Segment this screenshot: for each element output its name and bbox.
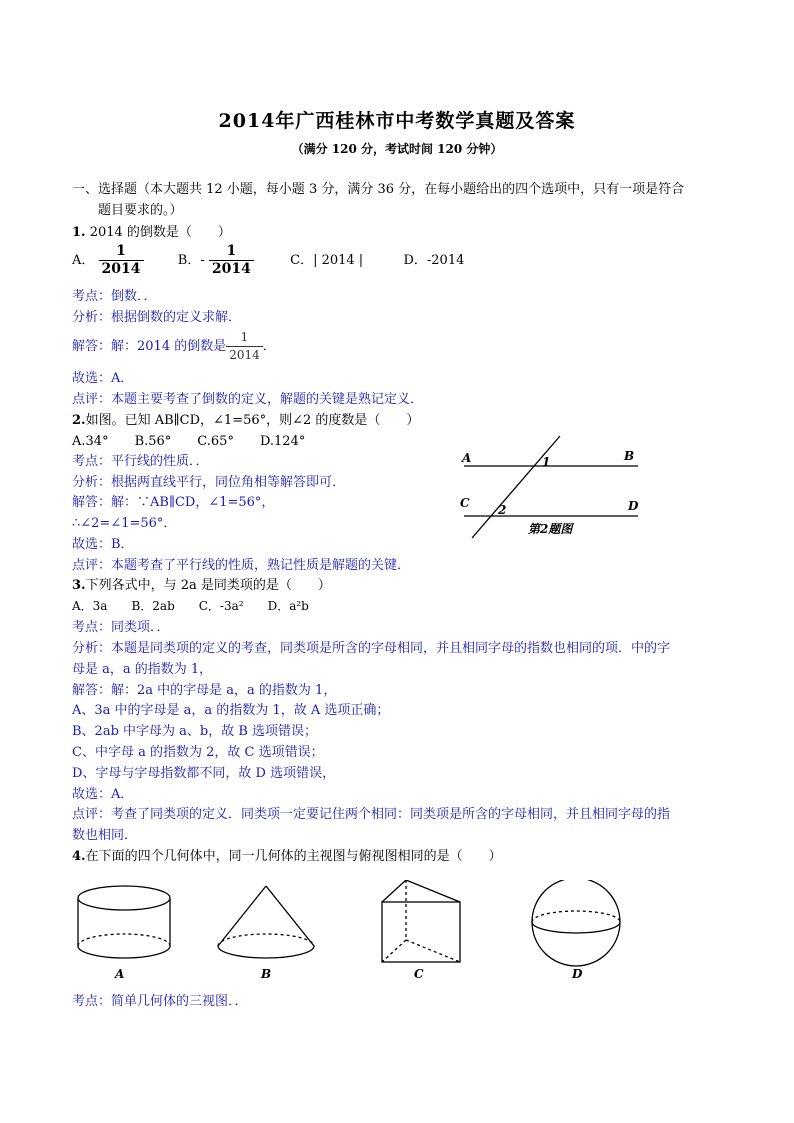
q3-fenxi-2: 母是 a，a 的指数为 1， <box>72 662 213 677</box>
q1-option-a-denominator: 2014 <box>101 261 141 277</box>
q2-options: A.34° B.56° C.65° D.124° <box>72 434 306 449</box>
q1-dianping: 点评：本题主要考查了倒数的定义，解题的关键是熟记定义． <box>72 392 424 407</box>
q2-fenxi: 分析：根据两直线平行，同位角相等解答即可． <box>72 475 346 490</box>
solid-label-d: D <box>572 967 583 981</box>
q1-option-d: D．-2014 <box>403 253 465 268</box>
q3-line-a: A、3a 中的字母是 a，a 的指数为 1，故 A 选项正确； <box>72 703 390 718</box>
q3-dianping-1: 点评：考查了同类项的定义．同类项一定要记住两个相同：同类项是所含的字母相同，并且相同字母的指 <box>72 807 671 822</box>
q2-number: 2. <box>72 413 86 428</box>
figure-label-b: B <box>624 449 635 463</box>
q3-dianping-2: 数也相同． <box>72 828 138 843</box>
q1-jieda-denominator: 2014 <box>229 348 260 362</box>
q1-options <box>72 243 464 283</box>
solids-diagram <box>70 880 630 985</box>
q1-option-a-numerator: 1 <box>99 243 144 261</box>
q4-kaodian: 考点：简单几何体的三视图．． <box>72 994 248 1009</box>
q4-solids-figure <box>70 880 630 985</box>
q2-text: 如图。已知 AB∥CD，∠1=56°，则∠2 的度数是（ ） <box>85 413 420 428</box>
q1-jieda-text: 解答：解：2014 的倒数是 <box>72 339 227 354</box>
q3-stem <box>72 577 331 594</box>
q3-kaodian: 考点：同类项．． <box>72 620 170 635</box>
solid-label-a: A <box>115 967 125 981</box>
section-heading-cont: 题目要求的。） <box>98 203 183 218</box>
section-heading: 一、选择题（本大题共 12 小题，每小题 3 分，满分 36 分，在每小题给出的四个选项中，只有一项是符合 <box>72 182 685 197</box>
solid-label-c: C <box>414 967 424 981</box>
q1-option-b-fraction <box>209 243 254 278</box>
q1-jieda-fraction <box>226 329 263 364</box>
q3-options: A．3a B．2ab C．-3a² D．a²b <box>72 599 309 613</box>
figure-label-a: A <box>462 451 472 465</box>
q3-line-b: B、2ab 中字母为 a、b，故 B 选项错误； <box>72 724 318 739</box>
page-title: 2014年广西桂林市中考数学真题及答案 <box>218 110 576 132</box>
q1-option-a-label: A． <box>72 253 95 268</box>
q1-kaodian: 考点：倒数．． <box>72 289 157 304</box>
q1-text: 2014 的倒数是（ ） <box>85 225 231 240</box>
q2-jieda-1: 解答：解：∵AB∥CD，∠1=56°， <box>72 495 275 510</box>
q3-line-c: C、中字母 a 的指数为 2，故 C 选项错误； <box>72 745 324 760</box>
q4-number: 4. <box>72 849 86 864</box>
q3-number: 3. <box>72 578 86 593</box>
q1-option-c: C．| 2014 | <box>290 253 364 268</box>
figure-label-angle-2: 2 <box>498 503 507 517</box>
q1-number: 1. <box>72 225 86 240</box>
q1-option-a-fraction <box>99 243 144 278</box>
sphere-shape <box>532 880 620 966</box>
q4-text: 在下面的四个几何体中，同一几何体的主视图与俯视图相同的是（ ） <box>85 849 502 864</box>
prism-shape <box>382 880 460 962</box>
q1-jieda-end: ． <box>262 339 276 354</box>
figure-label-d: D <box>628 499 639 513</box>
q1-fenxi: 分析：根据倒数的定义求解． <box>72 310 242 325</box>
q3-jieda: 解答：解：2a 中的字母是 a，a 的指数为 1， <box>72 683 337 698</box>
q2-parallel-lines-figure <box>456 430 646 540</box>
solid-label-b: B <box>261 967 272 981</box>
page-subtitle: （满分 120 分，考试时间 120 分钟） <box>291 142 503 156</box>
q1-option-b-denominator: 2014 <box>211 261 251 277</box>
figure-label-c: C <box>460 496 470 510</box>
q2-stem <box>72 412 419 429</box>
q3-fenxi-1: 分析：本题是同类项的定义的考查，同类项是所含的字母相同，并且相同字母的指数也相同的项．中的字 <box>72 641 671 656</box>
figure-label-angle-1: 1 <box>542 455 551 469</box>
q1-option-b-label: B．- <box>177 253 205 268</box>
q1-option-b-numerator: 1 <box>209 243 254 261</box>
q3-text: 下列各式中，与 2a 是同类项的是（ ） <box>85 578 331 593</box>
q4-stem <box>72 848 502 865</box>
q2-kaodian: 考点：平行线的性质．． <box>72 454 209 469</box>
q1-stem <box>72 224 231 241</box>
q2-guxuan: 故选：B． <box>72 537 134 552</box>
q3-guxuan: 故选：A． <box>72 787 134 802</box>
q3-line-d: D、字母与字母指数都不同，故 D 选项错误， <box>72 766 336 781</box>
q2-jieda-2: ∴∠2=∠1=56°． <box>72 516 177 531</box>
figure-caption: 第2题图 <box>528 522 573 536</box>
q2-dianping: 点评：本题考查了平行线的性质，熟记性质是解题的关键． <box>72 558 411 573</box>
cone-shape <box>218 886 314 958</box>
cylinder-shape <box>78 886 170 958</box>
q1-jieda <box>72 329 276 363</box>
q1-jieda-numerator: 1 <box>226 329 263 347</box>
q1-guxuan: 故选：A． <box>72 371 134 386</box>
